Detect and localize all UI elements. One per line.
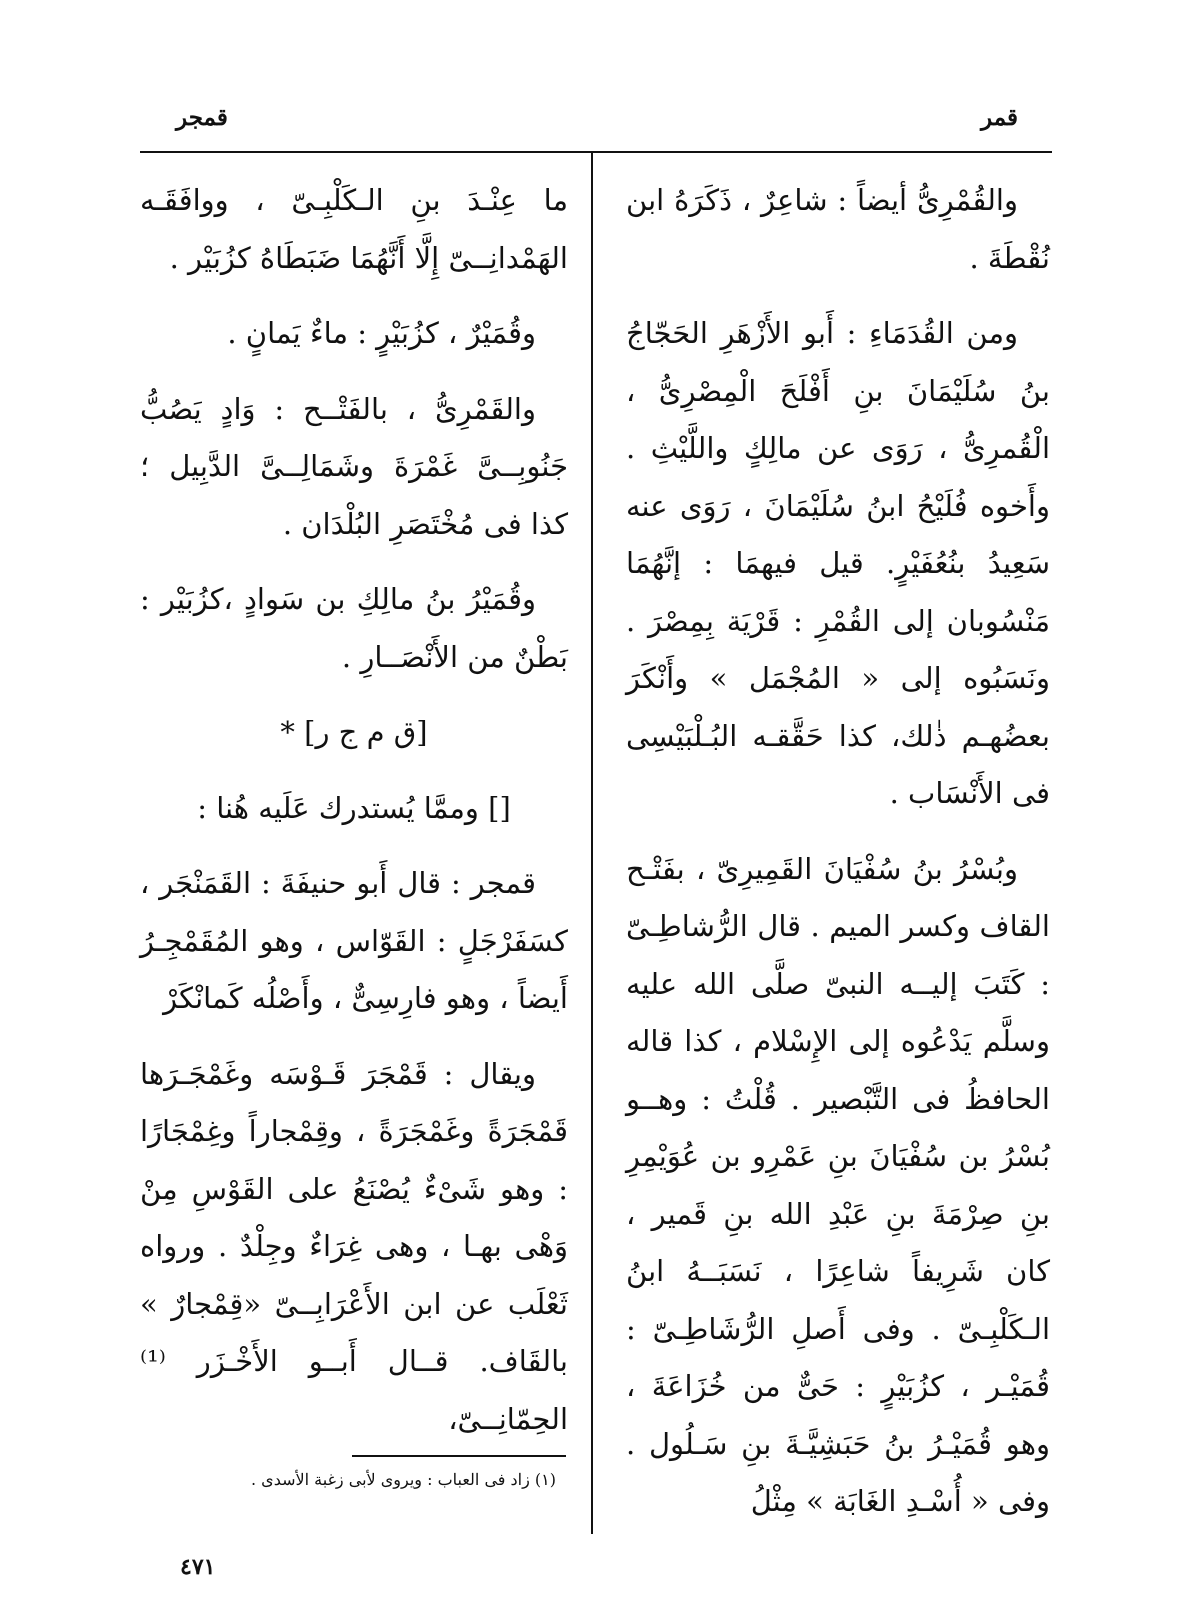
footnote: (١) زاد فى العباب : ويروى لأبى زغبة الأسدى . (251, 1470, 556, 1489)
paragraph: والقَمْرِىُّ ، بالفَتْــح : وَادٍ يَصُبُّ جَنُوبِــىَّ غَمْرَةَ وشَمَالِــىَّ الدَّبِيل ؛ كذا فى مُخْتَصَرِ البُلْدَان . (140, 391, 568, 541)
right-column (626, 172, 1050, 1549)
paragraph: وقُمَيْرُ بنُ مالِكِ بن سَوادٍ ،كزُبَيْر : بَطْنٌ من الأَنْصَــارِ . (140, 582, 568, 674)
paragraph: ومن القُدَمَاءِ : أَبو الأَزْهَرِ الحَجّاجُ بنُ سُلَيْمَانَ بنِ أَفْلَحَ الْمِصْرِىُّ ، الْقُمرِىُّ ، رَوَى عن مالِكٍ واللَّيْثِ . وأَخوه فُلَيْحُ ابنُ سُلَيْمَانَ ، رَوَى عنه سَعِيدُ بنُعُفَيْرٍ. قيل فيهمَا : إنَّهُمَا مَنْسُوبان إلى القُمْرِ : قَرْيَة بِمِصْرَ . ونَسَبُوه إلى « المُجْمَل » وأَنْكَرَ بعضُهـم ذٰلك، كذا حَقَّقـه البُـلْبَيْسِى فى الأَنْسَاب . (626, 316, 1050, 810)
page-number: ٤٧١ (180, 1554, 216, 1580)
entry-subheading: [] وممَّا يُستدرك عَلَيه هُنا : (197, 790, 511, 825)
paragraph: ما عِنْـدَ بنِ الـكَلْبِـىّ ، ووافَقَـه الهَمْدانِــىّ إِلَّا أَنَّهُمَا ضَبَطَاهُ كزُبَيْر . (140, 183, 568, 275)
footnote-rule (352, 1455, 566, 1457)
running-head-left: قمجر (176, 104, 228, 131)
paragraph: وقُمَيْرٌ ، كزُبَيْرٍ : ماءٌ يَمانٍ . (227, 316, 536, 350)
running-head-right: قمر (981, 104, 1018, 131)
header-rule (140, 151, 1052, 153)
paragraph: قمجر : قال أَبو حنيفَةَ : القَمَنْجَر ، كسَفَرْجَلٍ : القَوّاس ، وهو المُقَمْجِـرُ أَيضاً ، وهو فارِسِىٌّ ، وأَصْلُه كَمانْكَرْ (140, 866, 568, 1015)
entry-heading: [ق م ج ر] * (280, 715, 428, 749)
column-divider (591, 152, 593, 1534)
paragraph: والقُمْرِىُّ أيضاً : شاعِرٌ ، ذَكَرَهُ ابن نُقْطَةَ . (626, 183, 1050, 275)
paragraph: ويقال : قَمْجَرَ قَـوْسَه وغَمْجَـرَها قَمْجَرَةً وغَمْجَرَةً ، وقِمْجاراً وغِمْجَارًا : وهو شَىْءٌ يُصْنَعُ على القَوْسِ مِنْ وَهْى بهـا ، وهى غِرَاءٌ وجِلْدٌ . ورواه ثَعْلَب عن ابن الأَعْرَابِــىّ «قِمْجارٌ » بالقَاف. قــال أَبــو الأَخْـزَر ⁽¹⁾ الحِمّانِــىّ، (140, 1056, 568, 1436)
paragraph: وبُسْرُ بنُ سُفْيَانَ القَمِيرِىّ ، بفَتْـح القاف وكسر الميم . قال الرُّشاطِـىّ : كَتَبَ إليــه النبىّ صلَّى الله عليه وسلَّم يَدْعُوه إلى الإِسْلام ، كذا قاله الحافظُ فى التَّبْصير . قُلْتُ : وهــو بُسْرُ بن سُفْيَانَ بنِ عَمْرِو بن عُوَيْمِرِ بنِ صِرْمَةَ بنِ عَبْدِ الله بنِ قَمير ، كان شَرِيفاً شاعِرًا ، نَسَبَــهُ ابنُ الـكَلْبِـىّ . وفى أَصلِ الرُّشَاطِـىّ : قُمَيْـر ، كزُبَيْرٍ : حَىٌّ من خُزَاعَةَ ، وهو قُمَيْـرُ بنُ حَبَشِيَّـةَ بنِ سَـلُول . وفى « أُسْـدِ الغَابَة » مِثْلُ (626, 851, 1050, 1518)
left-column (140, 172, 568, 1466)
